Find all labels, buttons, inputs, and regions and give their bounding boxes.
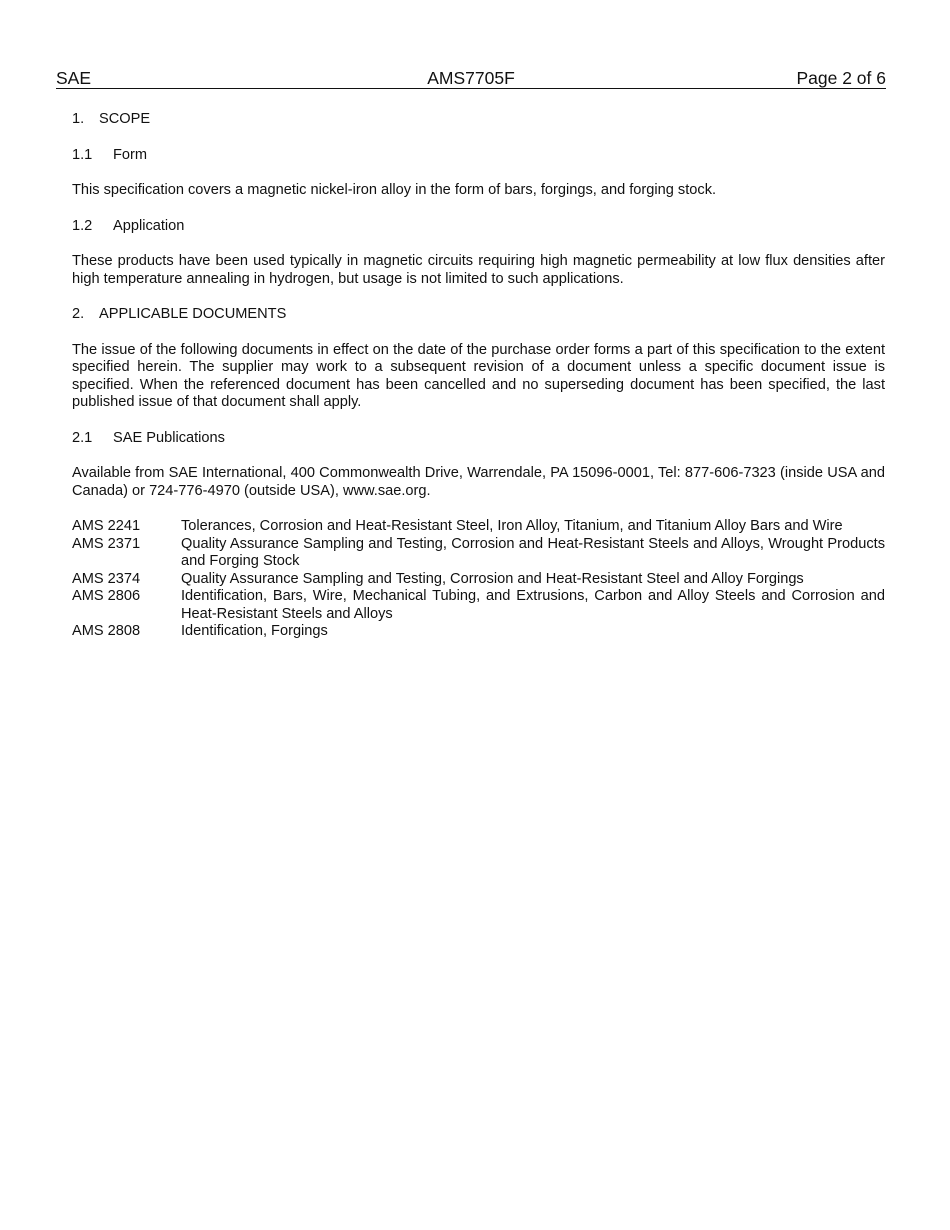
section-2-1-heading xyxy=(72,430,885,448)
section-number: 2.1 xyxy=(72,429,93,446)
section-number: 1. xyxy=(72,111,85,127)
header-page-number: Page 2 of 6 xyxy=(796,68,886,88)
reference-title: Tolerances, Corrosion and Heat-Resistant Steel, Iron Alloy, Titanium, and Titanium Alloy Bars and Wire xyxy=(181,518,843,534)
section-1-2-text: These products have been used typically in magnetic circuits requiring high magnetic permeability at low flux densities after high temperature annealing in hydrogen, but usage is not limited to such applications. xyxy=(72,253,885,287)
reference-item xyxy=(72,518,885,536)
section-number: 2. xyxy=(72,306,85,322)
reference-code: AMS 2371 xyxy=(72,535,141,552)
reference-code: AMS 2808 xyxy=(72,623,141,639)
reference-title: Quality Assurance Sampling and Testing, Corrosion and Heat-Resistant Steel and Alloy Forgings xyxy=(181,570,804,587)
header-doc-number: AMS7705F xyxy=(427,68,515,88)
reference-list xyxy=(72,518,885,641)
reference-item xyxy=(72,588,885,623)
section-1-1-text: This specification covers a magnetic nickel-iron alloy in the form of bars, forgings, and forging stock. xyxy=(72,182,717,198)
reference-code: AMS 2806 xyxy=(72,588,141,604)
section-2-text: The issue of the following documents in effect on the date of the purchase order forms a part of this specification to the extent specified herein. The supplier may work to a subsequent revision of a document unless a specific document issue is specified. When the referenced document has been cancelled and no superseding document has been specified, the last published issue of that document shall apply. xyxy=(72,341,885,410)
reference-code: AMS 2241 xyxy=(72,518,141,534)
section-number: 1.2 xyxy=(72,217,93,234)
section-title: APPLICABLE DOCUMENTS xyxy=(99,306,287,322)
reference-item xyxy=(72,571,885,589)
page-header xyxy=(56,68,886,89)
section-title: SCOPE xyxy=(99,111,151,127)
reference-title: Identification, Bars, Wire, Mechanical Tubing, and Extrusions, Carbon and Alloy Steels and Corrosion and Heat-Resistant Steels and Alloys xyxy=(181,588,885,622)
section-title: Form xyxy=(113,146,148,163)
section-1-heading xyxy=(72,111,885,129)
reference-title: Identification, Forgings xyxy=(181,623,328,639)
reference-title: Quality Assurance Sampling and Testing, Corrosion and Heat-Resistant Steels and Alloys, Wrought Products and Forging Stock xyxy=(181,535,885,569)
section-number: 1.1 xyxy=(72,146,93,163)
reference-item xyxy=(72,536,885,571)
section-1-2-heading xyxy=(72,218,885,236)
document-body xyxy=(72,111,885,641)
reference-item xyxy=(72,623,885,641)
section-title: SAE Publications xyxy=(113,429,225,446)
header-org: SAE xyxy=(56,68,92,88)
reference-code: AMS 2374 xyxy=(72,570,141,587)
section-1-1-heading xyxy=(72,147,885,165)
section-2-1-text: Available from SAE International, 400 Commonwealth Drive, Warrendale, PA 15096-0001, Tel: 877-606-7323 (inside USA and Canada) or 724-776-4970 (outside USA), www.sae.org. xyxy=(72,465,885,499)
section-2-heading xyxy=(72,306,885,324)
section-title: Application xyxy=(113,217,185,234)
